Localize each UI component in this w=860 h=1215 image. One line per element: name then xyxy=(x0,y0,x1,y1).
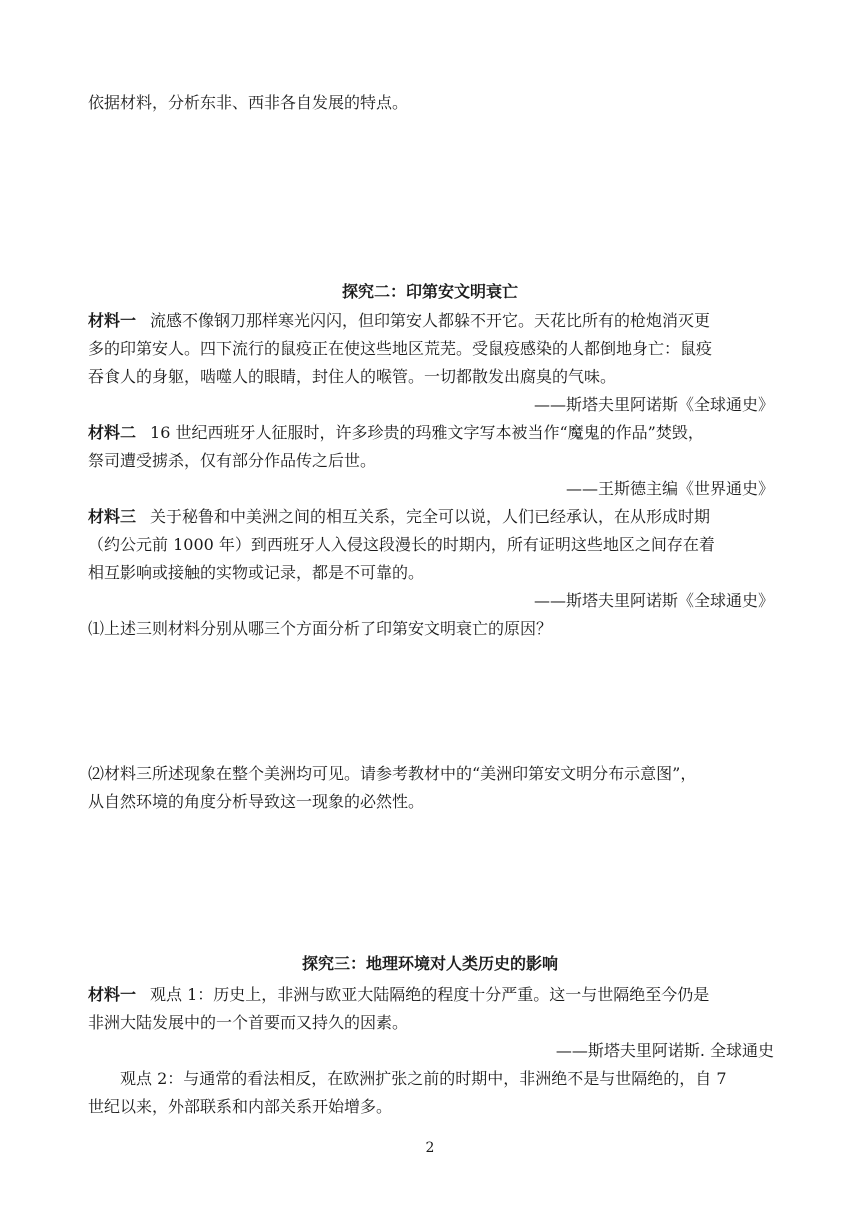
s3-view2-line2: 世纪以来，外部联系和内部关系开始增多。 xyxy=(88,1097,393,1116)
s2-material2-line1: 材料二 16 世纪西班牙人征服时，许多珍贵的玛雅文字写本被当作“魔鬼的作品”焚毁， xyxy=(88,423,704,442)
s2-question2-line2: 从自然环境的角度分析导致这一现象的必然性。 xyxy=(88,792,425,811)
s2-material1-source: ——斯塔夫里阿诺斯《全球通史》 xyxy=(533,395,774,414)
s2-material3-source: ——斯塔夫里阿诺斯《全球通史》 xyxy=(533,591,774,610)
s2-material2-source: ——王斯德主编《世界通史》 xyxy=(565,479,774,498)
s2-material1-line2: 多的印第安人。四下流行的鼠疫正在使这些地区荒芜。受鼠疫感染的人都倒地身亡：鼠疫 xyxy=(88,339,713,358)
s2-material2-line2: 祭司遭受掳杀，仅有部分作品传之后世。 xyxy=(88,451,377,470)
s2-material3-line1: 材料三 关于秘鲁和中美洲之间的相互关系，完全可以说，人们已经承认，在从形成时期 xyxy=(88,507,711,526)
s3-material1-label: 材料一 xyxy=(88,985,137,1004)
s2-material2-label: 材料二 xyxy=(88,423,137,442)
s3-view1-line1: 材料一 观点 1：历史上，非洲与欧亚大陆隔绝的程度十分严重。这一与世隔绝至今仍是 xyxy=(88,985,710,1004)
intro-question: 依据材料，分析东非、西非各自发展的特点。 xyxy=(88,93,409,112)
s2-question1: ⑴上述三则材料分别从哪三个方面分析了印第安文明衰亡的原因？ xyxy=(88,619,553,638)
s3-view1-source: ——斯塔夫里阿诺斯. 全球通史 xyxy=(555,1041,774,1060)
s3-view2-line1: 观点 2：与通常的看法相反，在欧洲扩张之前的时期中，非洲绝不是与世隔绝的，自 7 xyxy=(120,1069,727,1088)
s2-question2-line1: ⑵材料三所述现象在整个美洲均可见。请参考教材中的“美洲印第安文明分布示意图”， xyxy=(88,764,697,783)
page-number: 2 xyxy=(425,1140,435,1156)
s2-material1-label: 材料一 xyxy=(88,311,137,330)
section3-title: 探究三：地理环境对人类历史的影响 xyxy=(301,954,558,973)
s2-material1-line3: 吞食人的身躯，啮噬人的眼睛，封住人的喉管。一切都散发出腐臭的气味。 xyxy=(88,367,617,386)
section2-title: 探究二：印第安文明衰亡 xyxy=(341,282,518,301)
s2-material1-line1: 材料一 流感不像钢刀那样寒光闪闪，但印第安人都躲不开它。天花比所有的枪炮消灭更 xyxy=(88,311,711,330)
s2-material3-label: 材料三 xyxy=(88,507,137,526)
s3-view1-line2: 非洲大陆发展中的一个首要而又持久的因素。 xyxy=(88,1013,409,1032)
s2-material3-line3: 相互影响或接触的实物或记录，都是不可靠的。 xyxy=(88,563,425,582)
s2-material3-line2: （约公元前 1000 年）到西班牙人入侵这段漫长的时期内，所有证明这些地区之间存在着 xyxy=(88,535,715,554)
